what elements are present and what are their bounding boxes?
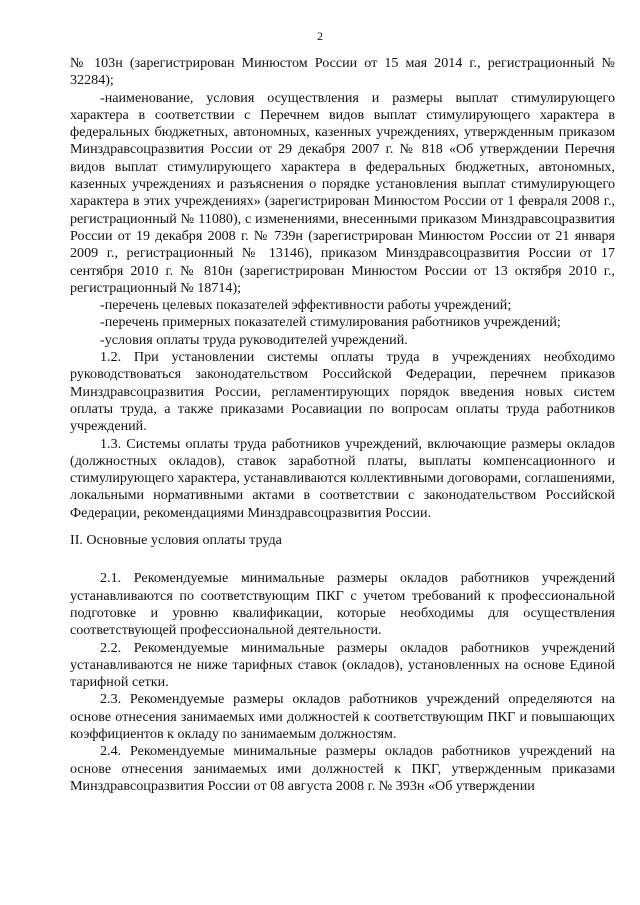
paragraph-1-3: 1.3. Системы оплаты труда работников учреждений, включающие размеры окладов (должностных окладов), ставок заработной платы, выплаты компенсационного и стимулирующего характера, устанавливаются коллективными договорами, соглашениями, локальными нормативными актами в соответствии с законодательством Российской Федерации, рекомендациями Минздравсоцразвития России.: [70, 435, 615, 521]
paragraph-2-3: 2.3. Рекомендуемые размеры окладов работников учреждений определяются на основе отнесения занимаемых ими должностей к соответствующим ПКГ и повышающих коэффициентов к окладу по занимаемым должностям.: [70, 691, 615, 742]
document-body: [70, 55, 615, 795]
paragraph-stimulating-payments: -наименование, условия осуществления и размеры выплат стимулирующего характера в соответствии с Перечнем видов выплат стимулирующего характера в федеральных бюджетных, автономных, казенных учреждениях, утвержденным приказом Минздравсоцразвития России от 29 декабря 2007 г. № 818 «Об утверждении Перечня видов выплат стимулирующего характера в федеральных бюджетных, автономных, казенных учреждениях и разъяснения о порядке установления выплат стимулирующего характера в этих учреждениях» (зарегистрирован Минюстом России от 1 февраля 2008 г., регистрационный № 11080), с изменениями, внесенными приказом Минздравсоцразвития России от 19 декабря 2008 г. № 739н (зарегистрирован Минюстом России от 21 января 2009 г., регистрационный № 13146), приказом Минздравсоцразвития России от 17 сентября 2010 г. № 810н (зарегистрирован Минюстом России от 13 октября 2010 г., регистрационный № 18714);: [70, 89, 615, 296]
paragraph-2-1: 2.1. Рекомендуемые минимальные размеры окладов работников учреждений устанавливаются по соответствующим ПКГ с учетом требований к профессиональной подготовке и уровню квалификации, которые необходимы для осуществления соответствующей профессиональной деятельности.: [70, 570, 615, 639]
page-number: 2: [317, 29, 323, 43]
paragraph-2-4: 2.4. Рекомендуемые минимальные размеры окладов работников учреждений на основе отнесения занимаемых ими должностей к ПКГ, утвержденным приказами Минздравсоцразвития России от 08 августа 2008 г. № 393н «Об утверждении: [70, 743, 615, 794]
list-item-target-indicators: -перечень целевых показателей эффективности работы учреждений;: [100, 297, 512, 314]
paragraph-registration-continuation: № 103н (зарегистрирован Минюстом России от 15 мая 2014 г., регистрационный № 32284);: [70, 55, 615, 89]
list-item-managers-pay: -условия оплаты труда руководителей учреждений.: [100, 331, 408, 348]
paragraph-2-2: 2.2. Рекомендуемые минимальные размеры окладов работников учреждений устанавливаются не ниже тарифных ставок (окладов), установленных на основе Единой тарифной сетки.: [70, 639, 615, 691]
section-heading: II. Основные условия оплаты труда: [70, 532, 282, 549]
list-item-stimulation-indicators: -перечень примерных показателей стимулирования работников учреждений;: [100, 314, 561, 331]
paragraph-1-2: 1.2. При установлении системы оплаты труда в учреждениях необходимо руководствоваться законодательством Российской Федерации, перечнем приказов Минздравсоцразвития России, регламентирующих порядок введения новых систем оплаты труда, а также приказами Росавиации по вопросам оплаты труда работников учреждений.: [70, 349, 615, 435]
